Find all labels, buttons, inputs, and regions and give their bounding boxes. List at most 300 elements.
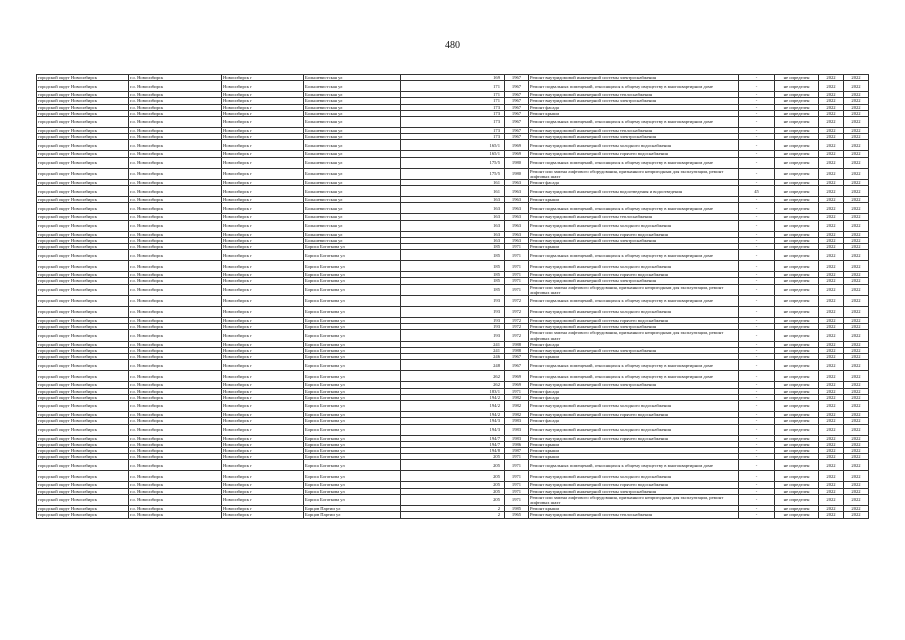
table-body [37, 75, 869, 519]
settlement-cell: г.о. Новосибирск [129, 278, 222, 284]
status-cell: не определен [775, 117, 819, 128]
settlement-cell: г.о. Новосибирск [129, 284, 222, 295]
work-type-cell: Ремонт фасада [529, 180, 739, 186]
street-cell: Большевистская ул [304, 203, 401, 214]
city-cell: Новосибирск г [222, 435, 304, 441]
build-year-cell: 1963 [505, 186, 529, 197]
settlement-cell: г.о. Новосибирск [129, 354, 222, 360]
municipality-cell: городской округ Новосибирск [37, 382, 129, 388]
street-cell: Бориса Богаткова ул [304, 447, 401, 453]
street-cell: Большевистская ул [304, 128, 401, 134]
settlement-cell: г.о. Новосибирск [129, 424, 222, 435]
house-number-cell: 262 [401, 371, 505, 382]
house-number-cell: 241 [401, 348, 505, 354]
settlement-cell: г.о. Новосибирск [129, 482, 222, 488]
end-year-cell: 2022 [844, 296, 869, 307]
status-cell: не определен [775, 186, 819, 197]
status-cell: не определен [775, 151, 819, 157]
city-cell: Новосибирск г [222, 418, 304, 424]
value-cell: - [739, 424, 775, 435]
end-year-cell: 2022 [844, 261, 869, 272]
street-cell: Бориса Богаткова ул [304, 471, 401, 482]
value-cell: - [739, 512, 775, 518]
city-cell: Новосибирск г [222, 447, 304, 453]
end-year-cell: 2022 [844, 307, 869, 318]
status-cell: не определен [775, 435, 819, 441]
city-cell: Новосибирск г [222, 110, 304, 116]
street-cell: Бориса Богаткова ул [304, 394, 401, 400]
settlement-cell: г.о. Новосибирск [129, 244, 222, 250]
plan-year-cell: 2022 [819, 261, 844, 272]
street-cell: Бориса Богаткова ул [304, 454, 401, 460]
status-cell: не определен [775, 418, 819, 424]
city-cell: Новосибирск г [222, 318, 304, 324]
house-number-cell: 163 [401, 214, 505, 220]
end-year-cell: 2022 [844, 203, 869, 214]
build-year-cell: 1967 [505, 98, 529, 104]
build-year-cell: 1969 [505, 151, 529, 157]
status-cell: не определен [775, 324, 819, 330]
street-cell: Большевистская ул [304, 117, 401, 128]
value-cell: - [739, 140, 775, 151]
city-cell: Новосибирск г [222, 151, 304, 157]
house-number-cell: 163 [401, 231, 505, 237]
street-cell: Бориса Богаткова ул [304, 435, 401, 441]
plan-year-cell: 2022 [819, 512, 844, 518]
settlement-cell: г.о. Новосибирск [129, 231, 222, 237]
build-year-cell: 1969 [505, 140, 529, 151]
municipality-cell: городской округ Новосибирск [37, 284, 129, 295]
street-cell: Бориса Богаткова ул [304, 272, 401, 278]
city-cell: Новосибирск г [222, 341, 304, 347]
municipality-cell: городской округ Новосибирск [37, 348, 129, 354]
table-row [37, 157, 869, 168]
build-year-cell: 1971 [505, 278, 529, 284]
build-year-cell: 1969 [505, 382, 529, 388]
value-cell: - [739, 388, 775, 394]
house-number-cell: 205 [401, 488, 505, 494]
status-cell: не определен [775, 482, 819, 488]
street-cell: Бориса Богаткова ул [304, 348, 401, 354]
plan-year-cell: 2022 [819, 471, 844, 482]
street-cell: Большевистская ул [304, 104, 401, 110]
city-cell: Новосибирск г [222, 471, 304, 482]
house-number-cell: 262 [401, 382, 505, 388]
municipality-cell: городской округ Новосибирск [37, 134, 129, 140]
municipality-cell: городской округ Новосибирск [37, 278, 129, 284]
work-type-cell: Ремонт фасада [529, 388, 739, 394]
work-type-cell: Ремонт крыши [529, 244, 739, 250]
status-cell: не определен [775, 371, 819, 382]
build-year-cell: 1967 [505, 128, 529, 134]
build-year-cell: 1988 [505, 348, 529, 354]
value-cell: - [739, 460, 775, 471]
settlement-cell: г.о. Новосибирск [129, 388, 222, 394]
status-cell: не определен [775, 220, 819, 231]
work-type-cell: Ремонт подвальных помещений, относящихся к общему имуществу в многоквартирном доме [529, 296, 739, 307]
plan-year-cell: 2022 [819, 460, 844, 471]
work-type-cell: Ремонт внутридомовой инженерной системы электроснабжения [529, 348, 739, 354]
house-number-cell: 185 [401, 244, 505, 250]
end-year-cell: 2022 [844, 81, 869, 92]
house-number-cell: 193 [401, 330, 505, 341]
table-row [37, 512, 869, 518]
repair-register-table [36, 74, 869, 519]
city-cell: Новосибирск г [222, 284, 304, 295]
end-year-cell: 2022 [844, 92, 869, 98]
work-type-cell: Ремонт крыши [529, 197, 739, 203]
work-type-cell: Ремонт крыши [529, 447, 739, 453]
work-type-cell: Ремонт внутридомовой инженерной системы горячего водоснабжения [529, 412, 739, 418]
city-cell: Новосибирск г [222, 197, 304, 203]
end-year-cell: 2022 [844, 460, 869, 471]
value-cell: - [739, 110, 775, 116]
work-type-cell: Ремонт внутридомовой инженерной системы горячего водоснабжения [529, 318, 739, 324]
work-type-cell: Ремонт подвальных помещений, относящихся к общему имуществу в многоквартирном доме [529, 460, 739, 471]
build-year-cell: 1972 [505, 318, 529, 324]
house-number-cell: 194/3 [401, 424, 505, 435]
settlement-cell: г.о. Новосибирск [129, 197, 222, 203]
value-cell: - [739, 128, 775, 134]
value-cell: - [739, 494, 775, 505]
build-year-cell: 1972 [505, 296, 529, 307]
plan-year-cell: 2022 [819, 186, 844, 197]
street-cell: Бориса Богаткова ул [304, 341, 401, 347]
status-cell: не определен [775, 454, 819, 460]
build-year-cell: 1967 [505, 134, 529, 140]
plan-year-cell: 2022 [819, 371, 844, 382]
end-year-cell: 2022 [844, 318, 869, 324]
settlement-cell: г.о. Новосибирск [129, 341, 222, 347]
value-cell: - [739, 454, 775, 460]
work-type-cell: Ремонт внутридомовой инженерной системы водоотведения и водоотведения [529, 186, 739, 197]
work-type-cell: Ремонт внутридомовой инженерной системы теплоснабжения [529, 214, 739, 220]
plan-year-cell: 2022 [819, 330, 844, 341]
house-number-cell: 173 [401, 104, 505, 110]
work-type-cell: Ремонт внутридомовой инженерной системы теплоснабжения [529, 128, 739, 134]
work-type-cell: Ремонт фасада [529, 341, 739, 347]
city-cell: Новосибирск г [222, 168, 304, 179]
build-year-cell: 1972 [505, 307, 529, 318]
value-cell: - [739, 117, 775, 128]
plan-year-cell: 2022 [819, 237, 844, 243]
value-cell: - [739, 371, 775, 382]
value-cell: - [739, 92, 775, 98]
end-year-cell: 2022 [844, 128, 869, 134]
plan-year-cell: 2022 [819, 157, 844, 168]
plan-year-cell: 2022 [819, 412, 844, 418]
status-cell: не определен [775, 394, 819, 400]
house-number-cell: 173 [401, 128, 505, 134]
work-type-cell: Ремонт внутридомовой инженерной системы холодного водоснабжения [529, 261, 739, 272]
street-cell: Бориса Богаткова ул [304, 261, 401, 272]
settlement-cell: г.о. Новосибирск [129, 203, 222, 214]
municipality-cell: городской округ Новосибирск [37, 324, 129, 330]
house-number-cell: 171 [401, 98, 505, 104]
build-year-cell: 1965 [505, 512, 529, 518]
status-cell: не определен [775, 237, 819, 243]
plan-year-cell: 2022 [819, 382, 844, 388]
end-year-cell: 2022 [844, 214, 869, 220]
plan-year-cell: 2022 [819, 168, 844, 179]
plan-year-cell: 2022 [819, 394, 844, 400]
municipality-cell: городской округ Новосибирск [37, 92, 129, 98]
work-type-cell: Ремонт или замена лифтового оборудования, признанного непригодным для эксплуатации, ремонт лифтовых шахт [529, 330, 739, 341]
end-year-cell: 2022 [844, 330, 869, 341]
status-cell: не определен [775, 92, 819, 98]
municipality-cell: городской округ Новосибирск [37, 354, 129, 360]
settlement-cell: г.о. Новосибирск [129, 110, 222, 116]
value-cell: - [739, 284, 775, 295]
city-cell: Новосибирск г [222, 412, 304, 418]
plan-year-cell: 2022 [819, 203, 844, 214]
settlement-cell: г.о. Новосибирск [129, 117, 222, 128]
end-year-cell: 2022 [844, 441, 869, 447]
value-cell: - [739, 134, 775, 140]
work-type-cell: Ремонт внутридомовой инженерной системы горячего водоснабжения [529, 151, 739, 157]
end-year-cell: 2022 [844, 412, 869, 418]
municipality-cell: городской округ Новосибирск [37, 110, 129, 116]
city-cell: Новосибирск г [222, 278, 304, 284]
house-number-cell: 163 [401, 197, 505, 203]
work-type-cell: Ремонт или замена лифтового оборудования, признанного непригодным для эксплуатации, ремонт лифтовых шахт [529, 168, 739, 179]
city-cell: Новосибирск г [222, 203, 304, 214]
house-number-cell: 205 [401, 460, 505, 471]
settlement-cell: г.о. Новосибирск [129, 250, 222, 261]
build-year-cell: 1963 [505, 197, 529, 203]
municipality-cell: городской округ Новосибирск [37, 214, 129, 220]
table-row [37, 81, 869, 92]
work-type-cell: Ремонт подвальных помещений, относящихся к общему имуществу в многоквартирном доме [529, 250, 739, 261]
value-cell: - [739, 104, 775, 110]
build-year-cell: 1980 [505, 157, 529, 168]
end-year-cell: 2022 [844, 180, 869, 186]
table-row [37, 186, 869, 197]
value-cell: - [739, 341, 775, 347]
value-cell: - [739, 471, 775, 482]
street-cell: Борцов Партии ул [304, 512, 401, 518]
work-type-cell: Ремонт фасада [529, 104, 739, 110]
status-cell: не определен [775, 244, 819, 250]
street-cell: Бориса Богаткова ул [304, 284, 401, 295]
city-cell: Новосибирск г [222, 98, 304, 104]
end-year-cell: 2022 [844, 220, 869, 231]
settlement-cell: г.о. Новосибирск [129, 441, 222, 447]
work-type-cell: Ремонт подвальных помещений, относящихся к общему имуществу в многоквартирном доме [529, 371, 739, 382]
table-row [37, 220, 869, 231]
build-year-cell: 1963 [505, 214, 529, 220]
settlement-cell: г.о. Новосибирск [129, 447, 222, 453]
house-number-cell: 193 [401, 307, 505, 318]
house-number-cell: 194/8 [401, 447, 505, 453]
end-year-cell: 2022 [844, 435, 869, 441]
street-cell: Бориса Богаткова ул [304, 494, 401, 505]
end-year-cell: 2022 [844, 151, 869, 157]
build-year-cell: 1967 [505, 104, 529, 110]
street-cell: Большевистская ул [304, 151, 401, 157]
build-year-cell: 1967 [505, 92, 529, 98]
city-cell: Новосибирск г [222, 371, 304, 382]
work-type-cell: Ремонт внутридомовой инженерной системы электроснабжения [529, 324, 739, 330]
build-year-cell: 1971 [505, 460, 529, 471]
house-number-cell: 169 [401, 75, 505, 81]
house-number-cell: 194/2 [401, 412, 505, 418]
plan-year-cell: 2022 [819, 197, 844, 203]
municipality-cell: городской округ Новосибирск [37, 104, 129, 110]
house-number-cell: 163 [401, 203, 505, 214]
value-cell: - [739, 197, 775, 203]
street-cell: Бориса Богаткова ул [304, 244, 401, 250]
settlement-cell: г.о. Новосибирск [129, 140, 222, 151]
plan-year-cell: 2022 [819, 220, 844, 231]
settlement-cell: г.о. Новосибирск [129, 401, 222, 412]
plan-year-cell: 2022 [819, 128, 844, 134]
settlement-cell: г.о. Новосибирск [129, 494, 222, 505]
house-number-cell: 165/1 [401, 140, 505, 151]
municipality-cell: городской округ Новосибирск [37, 318, 129, 324]
value-cell: - [739, 382, 775, 388]
municipality-cell: городской округ Новосибирск [37, 412, 129, 418]
city-cell: Новосибирск г [222, 441, 304, 447]
municipality-cell: городской округ Новосибирск [37, 237, 129, 243]
street-cell: Большевистская ул [304, 180, 401, 186]
municipality-cell: городской округ Новосибирск [37, 244, 129, 250]
plan-year-cell: 2022 [819, 354, 844, 360]
build-year-cell: 1967 [505, 117, 529, 128]
value-cell: - [739, 418, 775, 424]
street-cell: Большевистская ул [304, 75, 401, 81]
work-type-cell: Ремонт внутридомовой инженерной системы холодного водоснабжения [529, 220, 739, 231]
city-cell: Новосибирск г [222, 186, 304, 197]
work-type-cell: Ремонт подвальных помещений, относящихся к общему имуществу в многоквартирном доме [529, 117, 739, 128]
house-number-cell: 161 [401, 186, 505, 197]
plan-year-cell: 2022 [819, 92, 844, 98]
street-cell: Большевистская ул [304, 134, 401, 140]
municipality-cell: городской округ Новосибирск [37, 75, 129, 81]
house-number-cell: 193 [401, 324, 505, 330]
end-year-cell: 2022 [844, 394, 869, 400]
work-type-cell: Ремонт внутридомовой инженерной системы горячего водоснабжения [529, 272, 739, 278]
house-number-cell: 163 [401, 220, 505, 231]
settlement-cell: г.о. Новосибирск [129, 261, 222, 272]
plan-year-cell: 2022 [819, 506, 844, 512]
settlement-cell: г.о. Новосибирск [129, 307, 222, 318]
end-year-cell: 2022 [844, 250, 869, 261]
house-number-cell: 185 [401, 278, 505, 284]
municipality-cell: городской округ Новосибирск [37, 272, 129, 278]
work-type-cell: Ремонт внутридомовой инженерной системы холодного водоснабжения [529, 140, 739, 151]
street-cell: Большевистская ул [304, 186, 401, 197]
municipality-cell: городской округ Новосибирск [37, 488, 129, 494]
settlement-cell: г.о. Новосибирск [129, 180, 222, 186]
work-type-cell: Ремонт фасада [529, 394, 739, 400]
status-cell: не определен [775, 494, 819, 505]
status-cell: не определен [775, 460, 819, 471]
status-cell: не определен [775, 318, 819, 324]
municipality-cell: городской округ Новосибирск [37, 330, 129, 341]
house-number-cell: 193 [401, 318, 505, 324]
status-cell: не определен [775, 382, 819, 388]
value-cell: 45 [739, 186, 775, 197]
plan-year-cell: 2022 [819, 134, 844, 140]
build-year-cell: 1971 [505, 494, 529, 505]
city-cell: Новосибирск г [222, 128, 304, 134]
work-type-cell: Ремонт крыши [529, 454, 739, 460]
status-cell: не определен [775, 447, 819, 453]
house-number-cell: 175/5 [401, 157, 505, 168]
city-cell: Новосибирск г [222, 454, 304, 460]
plan-year-cell: 2022 [819, 140, 844, 151]
value-cell: - [739, 330, 775, 341]
city-cell: Новосибирск г [222, 220, 304, 231]
end-year-cell: 2022 [844, 237, 869, 243]
street-cell: Бориса Богаткова ул [304, 296, 401, 307]
build-year-cell: 1982 [505, 401, 529, 412]
house-number-cell: 194/7 [401, 435, 505, 441]
house-number-cell: 165/1 [401, 151, 505, 157]
city-cell: Новосибирск г [222, 272, 304, 278]
city-cell: Новосибирск г [222, 237, 304, 243]
city-cell: Новосибирск г [222, 354, 304, 360]
municipality-cell: городской округ Новосибирск [37, 371, 129, 382]
end-year-cell: 2022 [844, 186, 869, 197]
settlement-cell: г.о. Новосибирск [129, 318, 222, 324]
status-cell: не определен [775, 512, 819, 518]
city-cell: Новосибирск г [222, 307, 304, 318]
plan-year-cell: 2022 [819, 110, 844, 116]
house-number-cell: 171 [401, 92, 505, 98]
end-year-cell: 2022 [844, 284, 869, 295]
value-cell: - [739, 75, 775, 81]
work-type-cell: Ремонт подвальных помещений, относящихся к общему имуществу в многоквартирном доме [529, 157, 739, 168]
settlement-cell: г.о. Новосибирск [129, 92, 222, 98]
status-cell: не определен [775, 488, 819, 494]
municipality-cell: городской округ Новосибирск [37, 394, 129, 400]
value-cell: - [739, 250, 775, 261]
status-cell: не определен [775, 388, 819, 394]
house-number-cell: 248 [401, 360, 505, 371]
municipality-cell: городской округ Новосибирск [37, 140, 129, 151]
street-cell: Бориса Богаткова ул [304, 324, 401, 330]
work-type-cell: Ремонт внутридомовой инженерной системы холодного водоснабжения [529, 471, 739, 482]
street-cell: Бориса Богаткова ул [304, 412, 401, 418]
status-cell: не определен [775, 197, 819, 203]
status-cell: не определен [775, 506, 819, 512]
city-cell: Новосибирск г [222, 81, 304, 92]
end-year-cell: 2022 [844, 197, 869, 203]
build-year-cell: 1969 [505, 371, 529, 382]
end-year-cell: 2022 [844, 488, 869, 494]
status-cell: не определен [775, 330, 819, 341]
plan-year-cell: 2022 [819, 231, 844, 237]
value-cell: - [739, 354, 775, 360]
value-cell: - [739, 394, 775, 400]
status-cell: не определен [775, 180, 819, 186]
house-number-cell: 171 [401, 81, 505, 92]
work-type-cell: Ремонт внутридомовой инженерной системы теплоснабжения [529, 92, 739, 98]
end-year-cell: 2022 [844, 371, 869, 382]
street-cell: Бориса Богаткова ул [304, 382, 401, 388]
end-year-cell: 2022 [844, 506, 869, 512]
street-cell: Большевистская ул [304, 168, 401, 179]
value-cell: - [739, 98, 775, 104]
work-type-cell: Ремонт внутридомовой инженерной системы холодного водоснабжения [529, 424, 739, 435]
street-cell: Большевистская ул [304, 214, 401, 220]
city-cell: Новосибирск г [222, 360, 304, 371]
build-year-cell: 1971 [505, 250, 529, 261]
status-cell: не определен [775, 296, 819, 307]
street-cell: Большевистская ул [304, 231, 401, 237]
